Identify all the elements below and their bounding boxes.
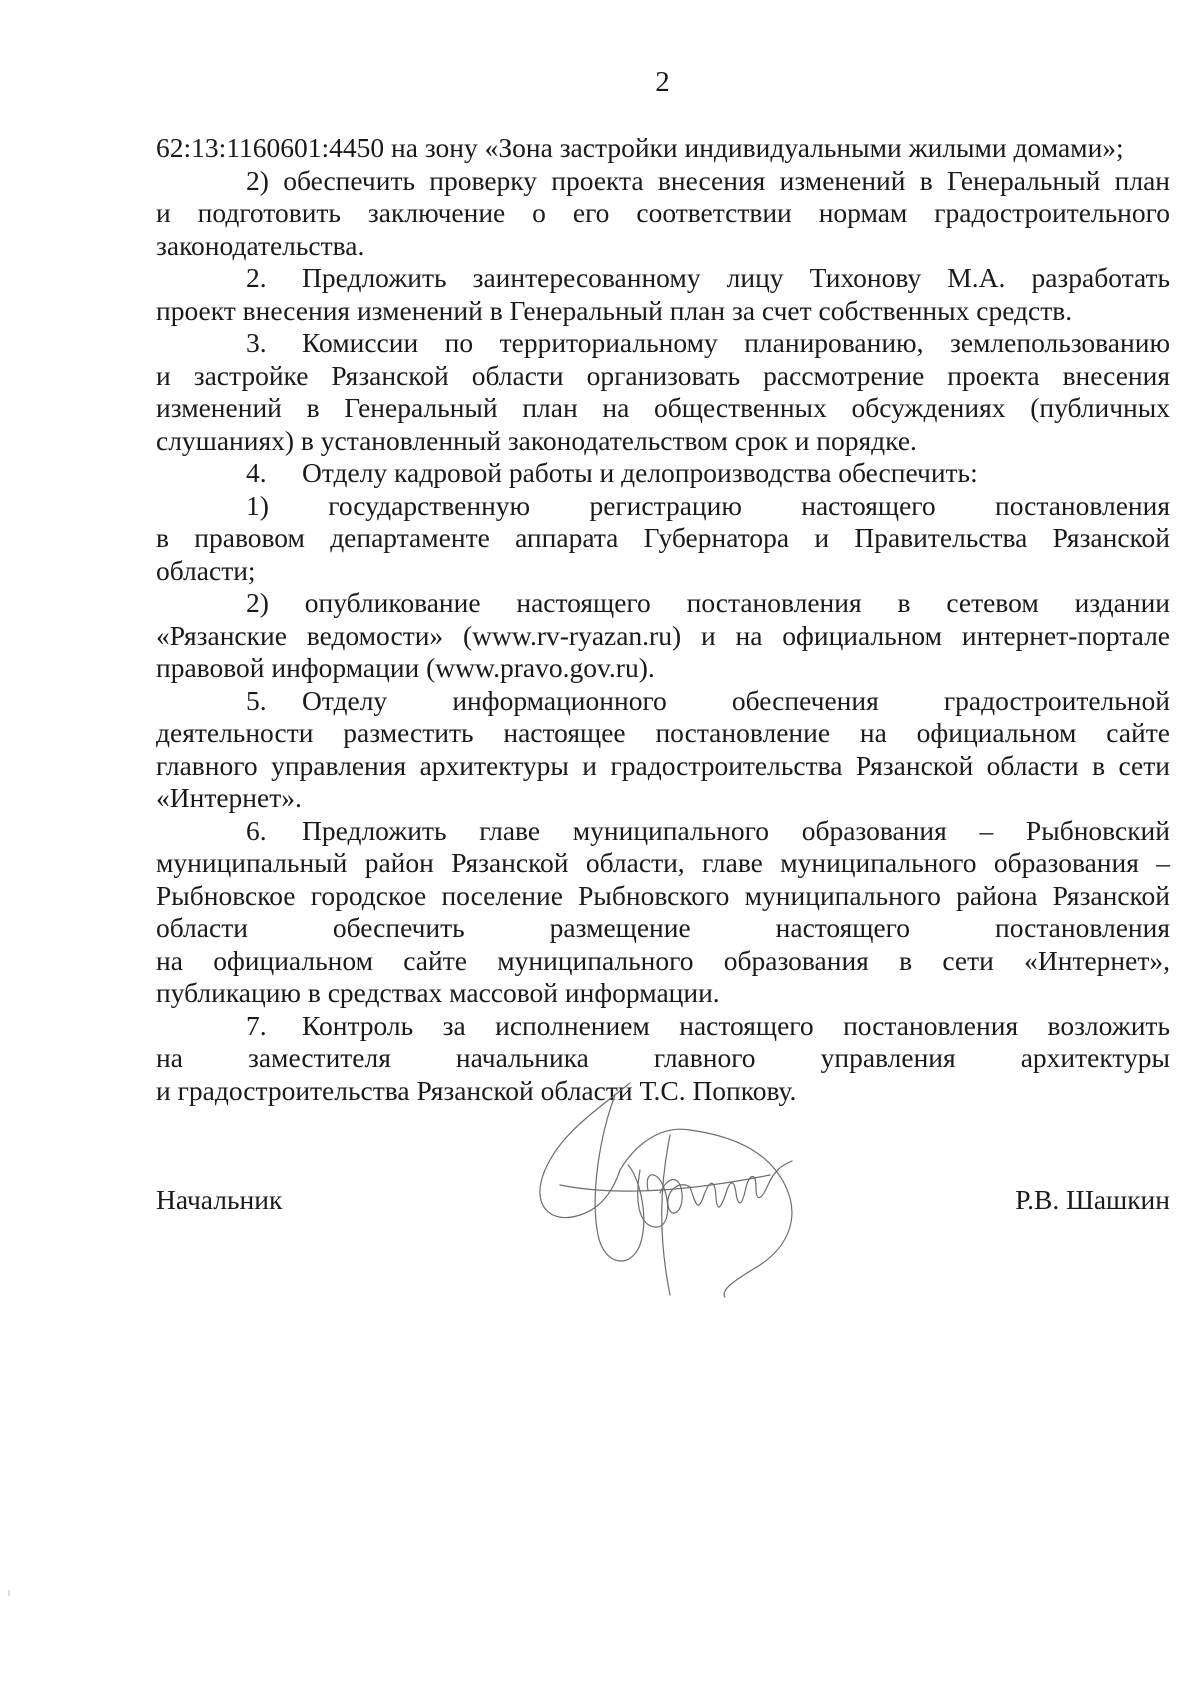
text-line: публикацию в средствах массовой информации. [156, 977, 720, 1008]
list-item-3 [156, 327, 1170, 360]
text-line: на заместителя начальника главного управления архитектуры [156, 1042, 1170, 1073]
text-line: на официальном сайте муниципального образования в сети «Интернет», [156, 944, 1170, 976]
item-number: 6. [246, 814, 267, 846]
text-line: Предложить главе муниципального образования – Рыбновский [302, 814, 1170, 846]
item-number: 2. [246, 262, 267, 293]
text-line: Комиссии по территориальному планированию, землепользованию [302, 327, 1170, 358]
text-line: Контроль за исполнением настоящего постановления возложить [302, 1009, 1170, 1041]
text-line: области; [156, 554, 256, 586]
text-line: 1) государственную регистрацию настоящего постановления [246, 489, 1170, 521]
text-line: Отделу информационного обеспечения градостроительной [302, 684, 1170, 716]
text-line: области обеспечить размещение настоящего постановления [156, 912, 1170, 943]
text-line: и подготовить заключение о его соответствии нормам градостроительного [156, 197, 1170, 228]
scan-artifact [8, 1590, 10, 1596]
text-line: Рыбновское городское поселение Рыбновского муниципального района Рязанской [156, 879, 1170, 911]
list-item-4 [156, 457, 1170, 490]
signature-block [156, 1184, 1170, 1224]
text-line: и застройке Рязанской области организовать рассмотрение проекта внесения [156, 359, 1170, 391]
text-line: Отделу кадровой работы и делопроизводства обеспечить: [302, 457, 978, 488]
text-line: деятельности разместить настоящее постановление на официальном сайте [156, 717, 1170, 748]
text-line: 2) обеспечить проверку проекта внесения изменений в Генеральный план [246, 164, 1170, 196]
signatory-title: Начальник [156, 1184, 283, 1215]
text-line: проект внесения изменений в Генеральный план за счет собственных средств. [156, 294, 1073, 326]
text-line: муниципальный район Рязанской области, главе муниципального образования – [156, 847, 1170, 878]
list-item-6 [156, 815, 1170, 848]
item-number: 4. [246, 457, 267, 488]
text-line: 62:13:1160601:4450 на зону «Зона застройки индивидуальными жилыми домами»; [156, 132, 1124, 163]
text-line: изменений в Генеральный план на общественных обсуждениях (публичных [156, 392, 1170, 423]
text-line: в правовом департаменте аппарата Губернатора и Правительства Рязанской [156, 522, 1170, 553]
text-line: главного управления архитектуры и градостроительства Рязанской области в сети [156, 749, 1170, 781]
text-line: Предложить заинтересованному лицу Тихонову М.А. разработать [302, 262, 1170, 293]
item-number: 3. [246, 327, 267, 358]
text-line: и градостроительства Рязанской области Т.С. Попкову. [156, 1074, 797, 1106]
list-item-7 [156, 1010, 1170, 1043]
list-item-2 [156, 262, 1170, 295]
text-line: слушаниях) в установленный законодательством срок и порядке. [156, 424, 917, 456]
list-item-5 [156, 685, 1170, 718]
item-number: 7. [246, 1009, 267, 1041]
document-body [156, 132, 1170, 1107]
signatory-name: Р.В. Шашкин [1015, 1184, 1170, 1215]
page-number: 2 [655, 66, 670, 98]
text-line: 2) опубликование настоящего постановления в сетевом издании [246, 587, 1170, 618]
text-line: «Интернет». [156, 782, 302, 813]
text-line: «Рязанские ведомости» (www.rv-ryazan.ru) и на официальном интернет-портале [156, 619, 1170, 651]
item-number: 5. [246, 684, 267, 716]
text-line: законодательства. [156, 229, 365, 261]
text-line: правовой информации (www.pravo.gov.ru). [156, 652, 655, 683]
